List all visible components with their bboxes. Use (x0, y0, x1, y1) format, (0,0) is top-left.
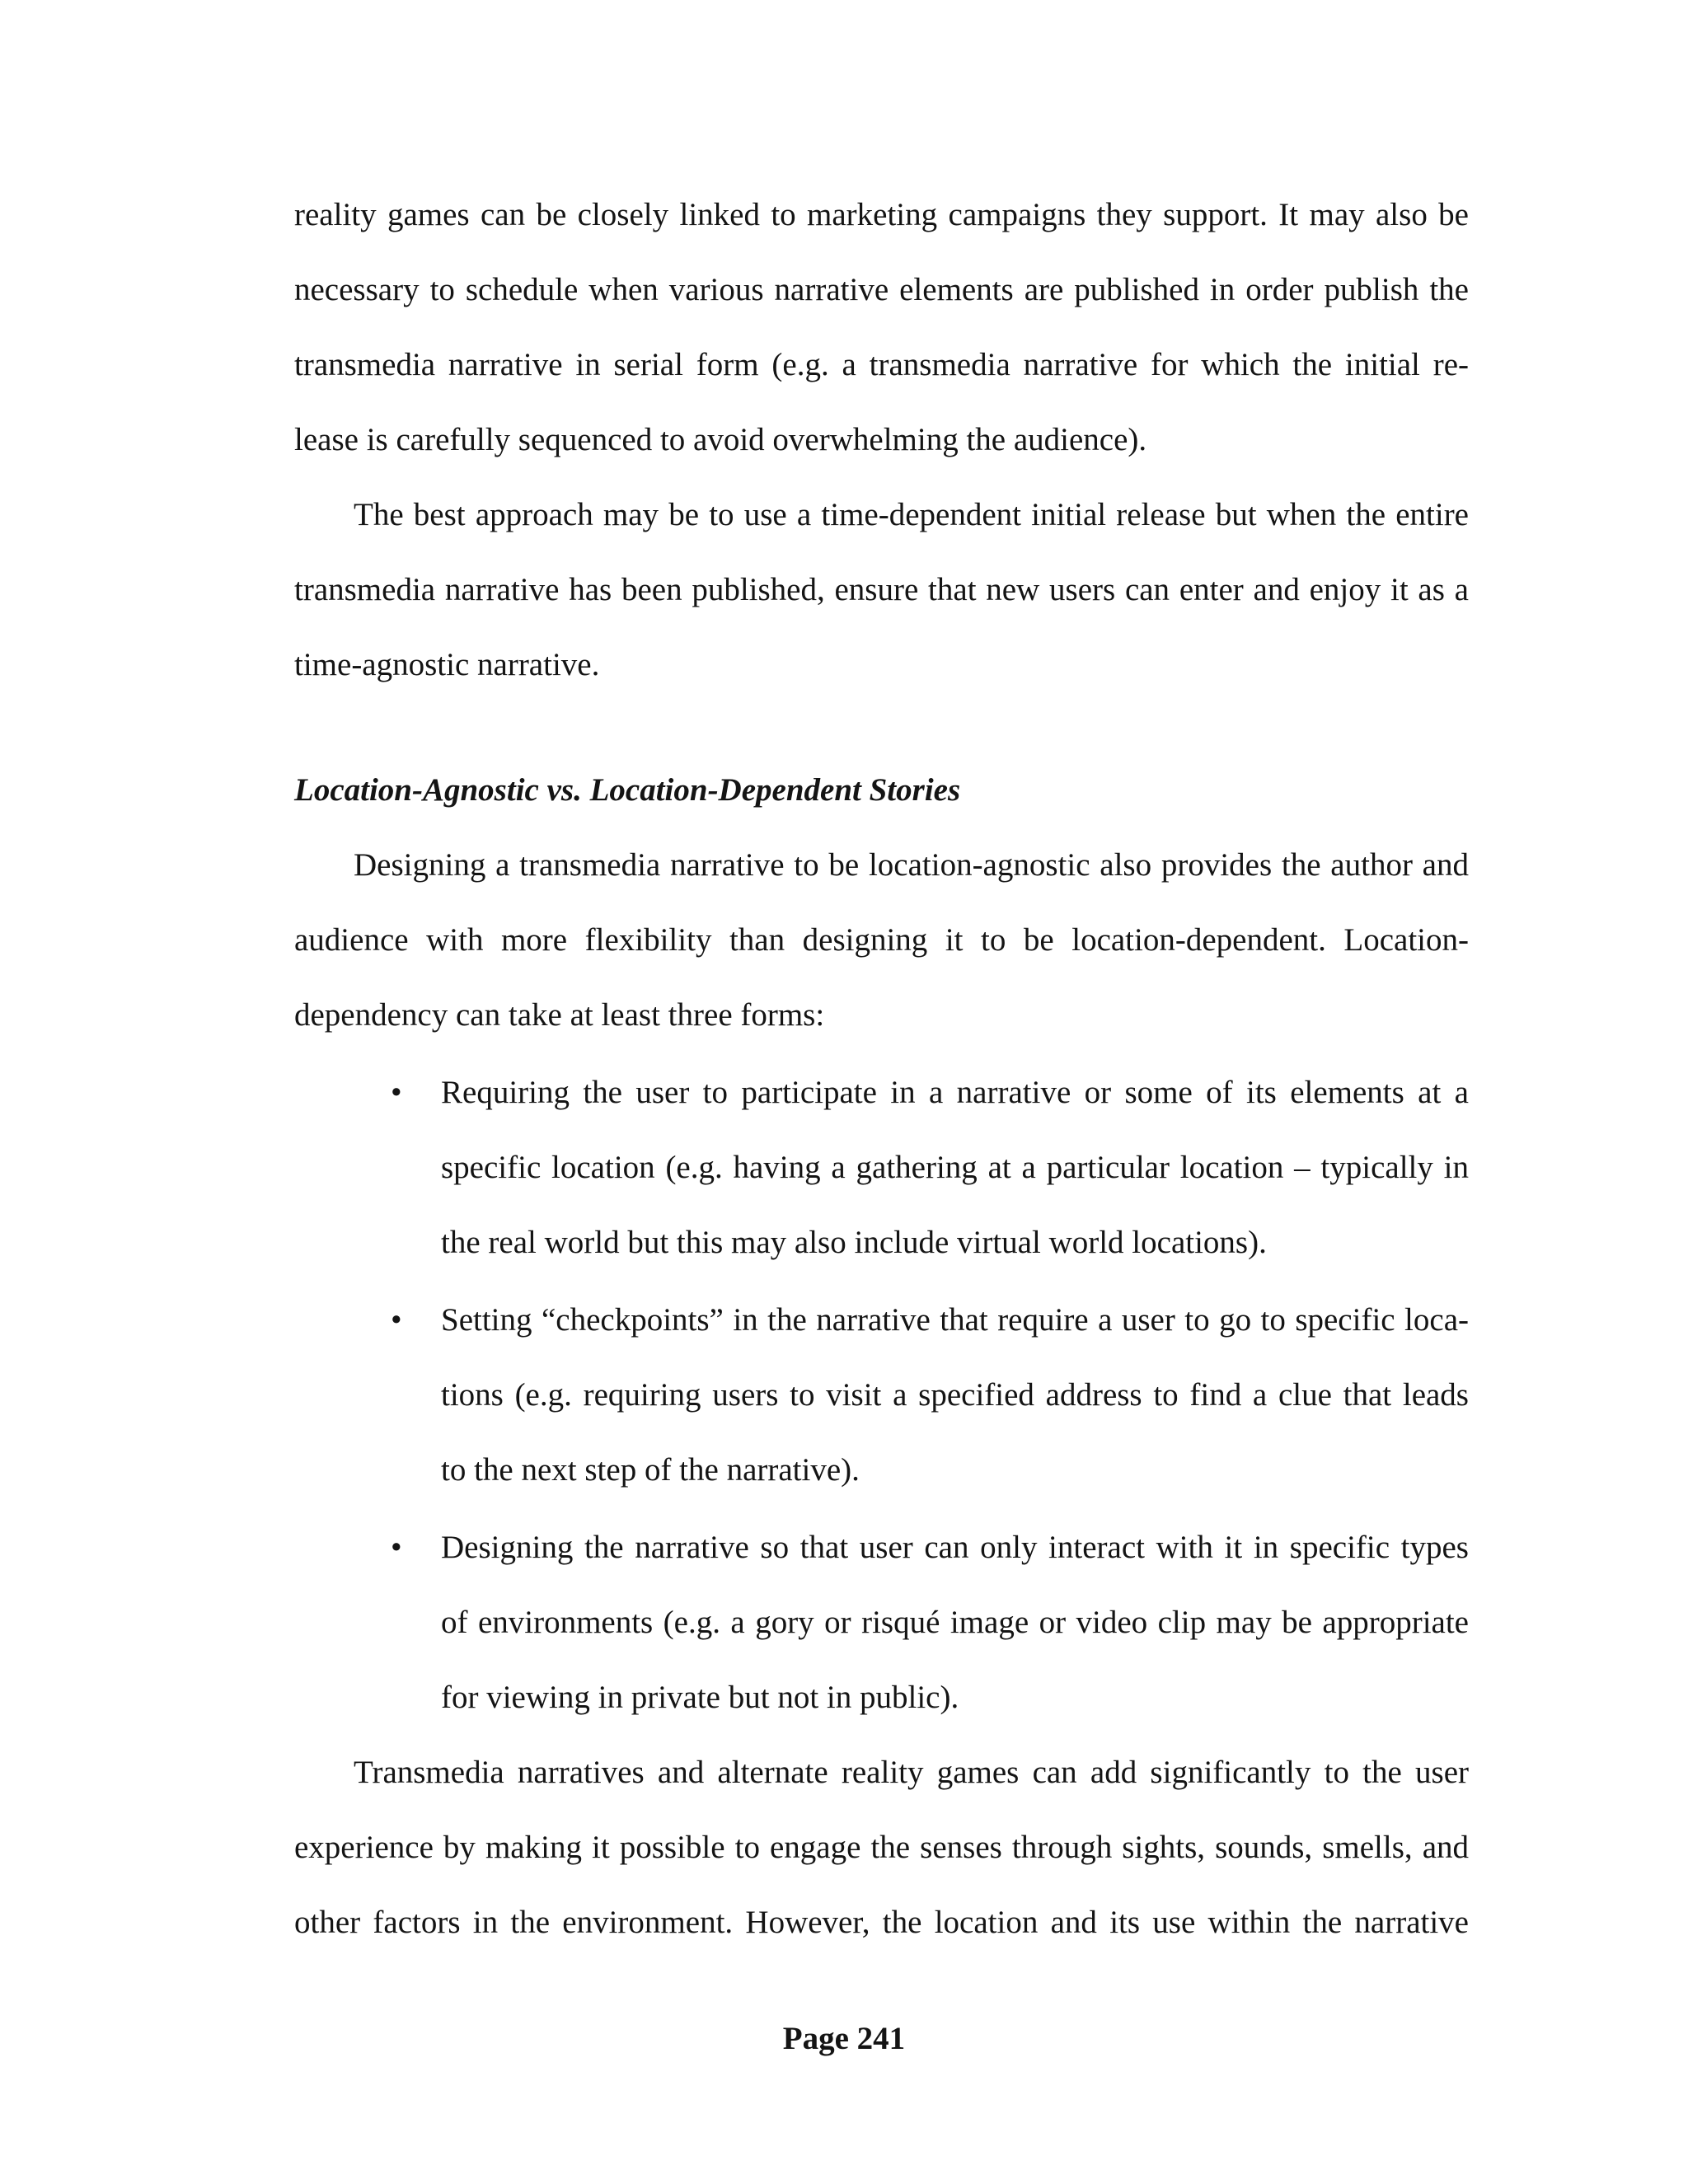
section-heading: Location-Agnostic vs. Location-Dependent Stories (294, 772, 961, 808)
paragraph-1-line-2: necessary to schedule when various narrative elements are published in order publish the (294, 272, 1469, 307)
bullet-marker: • (391, 1302, 402, 1338)
bullet-1-line-3: the real world but this may also include virtual world locations). (441, 1225, 1267, 1260)
bullet-1-line-1: Requiring the user to participate in a narrative or some of its elements at a (441, 1075, 1469, 1110)
paragraph-4-line-1: Transmedia narratives and alternate reality games can add significantly to the user (354, 1755, 1469, 1790)
paragraph-4-line-2: experience by making it possible to engage the senses through sights, sounds, smells, and (294, 1830, 1469, 1865)
paragraph-1-line-3: transmedia narrative in serial form (e.g. a transmedia narrative for which the initial re- (294, 347, 1469, 382)
bullet-3-line-2: of environments (e.g. a gory or risqué image or video clip may be appropriate (441, 1605, 1469, 1640)
paragraph-3-line-1: Designing a transmedia narrative to be location-agnostic also provides the author and (354, 847, 1469, 883)
paragraph-2-line-2: transmedia narrative has been published, ensure that new users can enter and enjoy it as a (294, 572, 1469, 607)
paragraph-1-line-1: reality games can be closely linked to marketing campaigns they support. It may also be (294, 197, 1469, 232)
bullet-3-line-1: Designing the narrative so that user can only interact with it in specific types (441, 1530, 1469, 1565)
paragraph-1-line-4: lease is carefully sequenced to avoid overwhelming the audience). (294, 422, 1147, 457)
bullet-2-line-3: to the next step of the narrative). (441, 1452, 860, 1488)
bullet-marker: • (391, 1530, 402, 1565)
paragraph-2-line-1: The best approach may be to use a time-dependent initial release but when the entire (354, 497, 1469, 532)
bullet-2-line-1: Setting “checkpoints” in the narrative that require a user to go to specific loca- (441, 1302, 1469, 1338)
paragraph-3-line-2: audience with more flexibility than designing it to be location-dependent. Location- (294, 922, 1469, 958)
paragraph-3-line-3: dependency can take at least three forms: (294, 997, 825, 1033)
paragraph-4-line-3: other factors in the environment. However, the location and its use within the narrative (294, 1905, 1469, 1940)
bullet-marker: • (391, 1075, 402, 1110)
bullet-3-line-3: for viewing in private but not in public). (441, 1680, 959, 1715)
page-number: Page 241 (782, 2021, 906, 2056)
bullet-2-line-2: tions (e.g. requiring users to visit a specified address to find a clue that leads (441, 1377, 1469, 1413)
paragraph-2-line-3: time-agnostic narrative. (294, 647, 600, 682)
bullet-1-line-2: specific location (e.g. having a gathering at a particular location – typically in (441, 1150, 1469, 1185)
